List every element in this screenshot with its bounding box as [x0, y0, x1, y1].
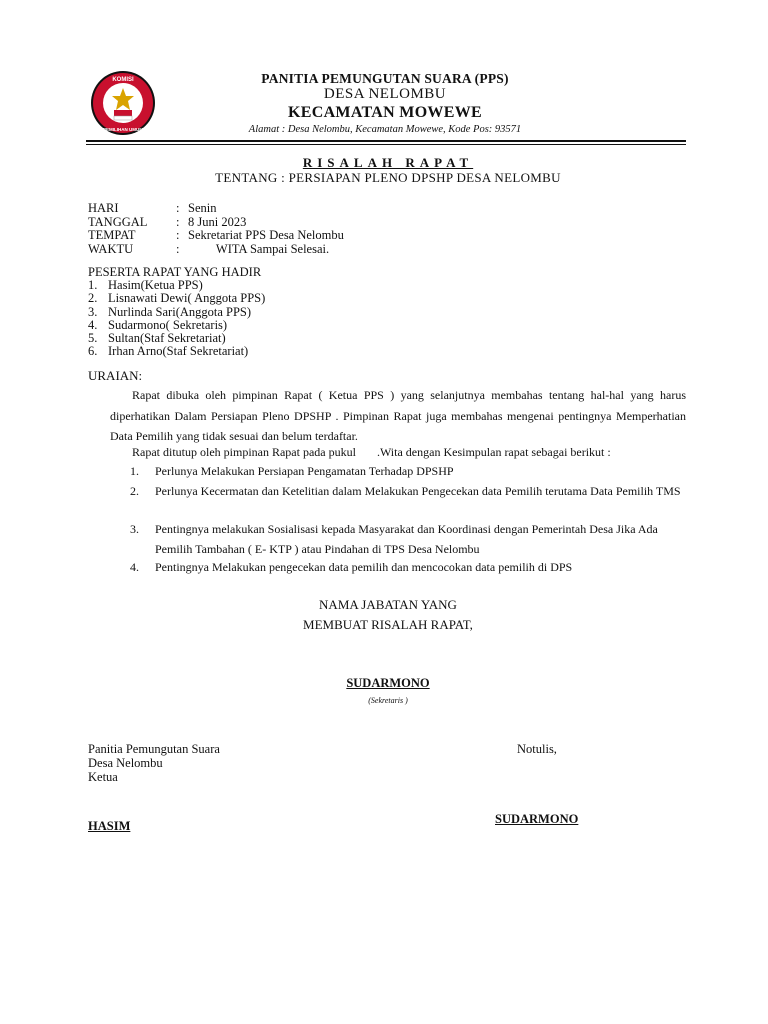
info-sep: : [176, 241, 180, 256]
list-number: 6. [88, 344, 98, 359]
participant-name: Hasim(Ketua PPS) [108, 278, 203, 293]
list-number: 3. [88, 304, 98, 319]
participant-name: Sudarmono( Sekretaris) [108, 317, 228, 332]
participant-name: Sultan(Staf Sekretariat) [108, 331, 226, 346]
list-number: 2. [88, 291, 98, 306]
info-row-hari [88, 202, 344, 216]
conclusion-number: 3. [130, 522, 139, 536]
notulis-label: Notulis, [517, 742, 557, 756]
conclusion-number: 2. [130, 484, 139, 498]
uraian-paragraph-2: Rapat ditutup oleh pimpinan Rapat pada pukul .Wita dengan Kesimpulan rapat sebagai berikut : [132, 445, 611, 459]
kecamatan-name: KECAMATAN MOWEWE [288, 104, 482, 121]
info-sep: : [176, 228, 180, 242]
info-sep: : [176, 201, 180, 215]
ketua-name: HASIM [88, 819, 131, 833]
participant-name: Nurlinda Sari(Anggota PPS) [108, 304, 252, 319]
info-value: Senin [188, 201, 217, 215]
info-sep: : [176, 214, 180, 229]
notulis-name: SUDARMONO [495, 812, 579, 826]
info-label: TEMPAT [88, 228, 136, 242]
info-label: TANGGAL [88, 214, 148, 229]
conclusion-text: Pentingnya melakukan Sosialisasi kepada Masyarakat dan Koordinasi dengan Pemerintah Desa Jika Ada Pemilih Tambahan ( E- KTP ) atau Pindahan di TPS Desa Nelombu [155, 522, 658, 556]
conclusion-item [130, 557, 686, 577]
ketua-line-2: Desa Nelombu [88, 756, 163, 770]
conclusion-text: Perlunya Kecermatan dan Ketelitian dalam Melakukan Pengecekan data Pemilih terutama Data Pemilih TMS [155, 484, 681, 498]
info-value: 8 Juni 2023 [188, 214, 247, 229]
logo-text-top: KOMISI [112, 77, 134, 83]
ketua-line-3: Ketua [88, 770, 118, 784]
info-value: Sekretariat PPS Desa Nelombu [188, 228, 344, 242]
uraian-paragraph-1 [110, 385, 686, 447]
list-item [88, 345, 265, 358]
logo-text-bottom: PEMILIHAN UMUM [103, 127, 143, 132]
conclusion-item [130, 461, 686, 481]
participants-section [88, 266, 265, 358]
org-name: PANITIA PEMUNGUTAN SUARA (PPS) [261, 71, 509, 86]
signature-caption-1: NAMA JABATAN YANG [319, 597, 457, 612]
info-row-tanggal [88, 216, 344, 230]
conclusion-text: Perlunya Melakukan Persiapan Pengamatan Terhadap DPSHP [155, 464, 454, 478]
info-value: WITA Sampai Selesai. [188, 241, 330, 256]
participants-heading: PESERTA RAPAT YANG HADIR [88, 265, 262, 279]
conclusion-item [130, 519, 686, 559]
info-label: HARI [88, 201, 119, 215]
signer-name: SUDARMONO [346, 676, 430, 690]
header-divider-thin [86, 144, 686, 145]
kpu-emblem-icon [90, 70, 156, 136]
list-number: 1. [88, 278, 98, 293]
list-number: 4. [88, 317, 98, 332]
info-row-waktu [88, 243, 344, 257]
ketua-block [88, 742, 220, 784]
info-row-tempat [88, 229, 344, 243]
signature-caption-2: MEMBUAT RISALAH RAPAT, [303, 617, 473, 632]
conclusion-item [130, 481, 686, 501]
conclusion-number: 4. [130, 560, 139, 574]
meeting-info [88, 202, 344, 256]
participant-name: Irhan Arno(Staf Sekretariat) [108, 344, 249, 359]
desa-name: DESA NELOMBU [323, 86, 447, 102]
conclusion-text: Pentingnya Melakukan pengecekan data pemilih dan mencocokan data pemilih di DPS [155, 560, 573, 574]
list-number: 5. [88, 331, 98, 346]
paragraph-text: Rapat dibuka oleh pimpinan Rapat ( Ketua PPS ) yang selanjutnya membahas tentang hal-hal yang harus diperhatikan Dalam Persiapan Pleno DPSHP . Pimpinan Rapat juga membahas mengenai pentingnya Memperhatian Data Pemilih yang tidak sesuai dan belum terdaftar. [110, 388, 686, 443]
uraian-heading: URAIAN: [88, 368, 143, 383]
document-title: RISALAH RAPAT [302, 155, 474, 170]
header-divider-thick [86, 140, 686, 142]
signer-role: (Sekretaris ) [368, 696, 408, 705]
kpu-logo [90, 70, 156, 136]
info-label: WAKTU [88, 241, 134, 256]
ketua-line-1: Panitia Pemungutan Suara [88, 742, 220, 756]
conclusion-number: 1. [130, 464, 139, 478]
address: Alamat : Desa Nelombu, Kecamatan Mowewe, Kode Pos: 93571 [248, 124, 522, 135]
document-subtitle: TENTANG : PERSIAPAN PLENO DPSHP DESA NELOMBU [215, 170, 561, 185]
participant-name: Lisnawati Dewi( Anggota PPS) [108, 291, 266, 306]
